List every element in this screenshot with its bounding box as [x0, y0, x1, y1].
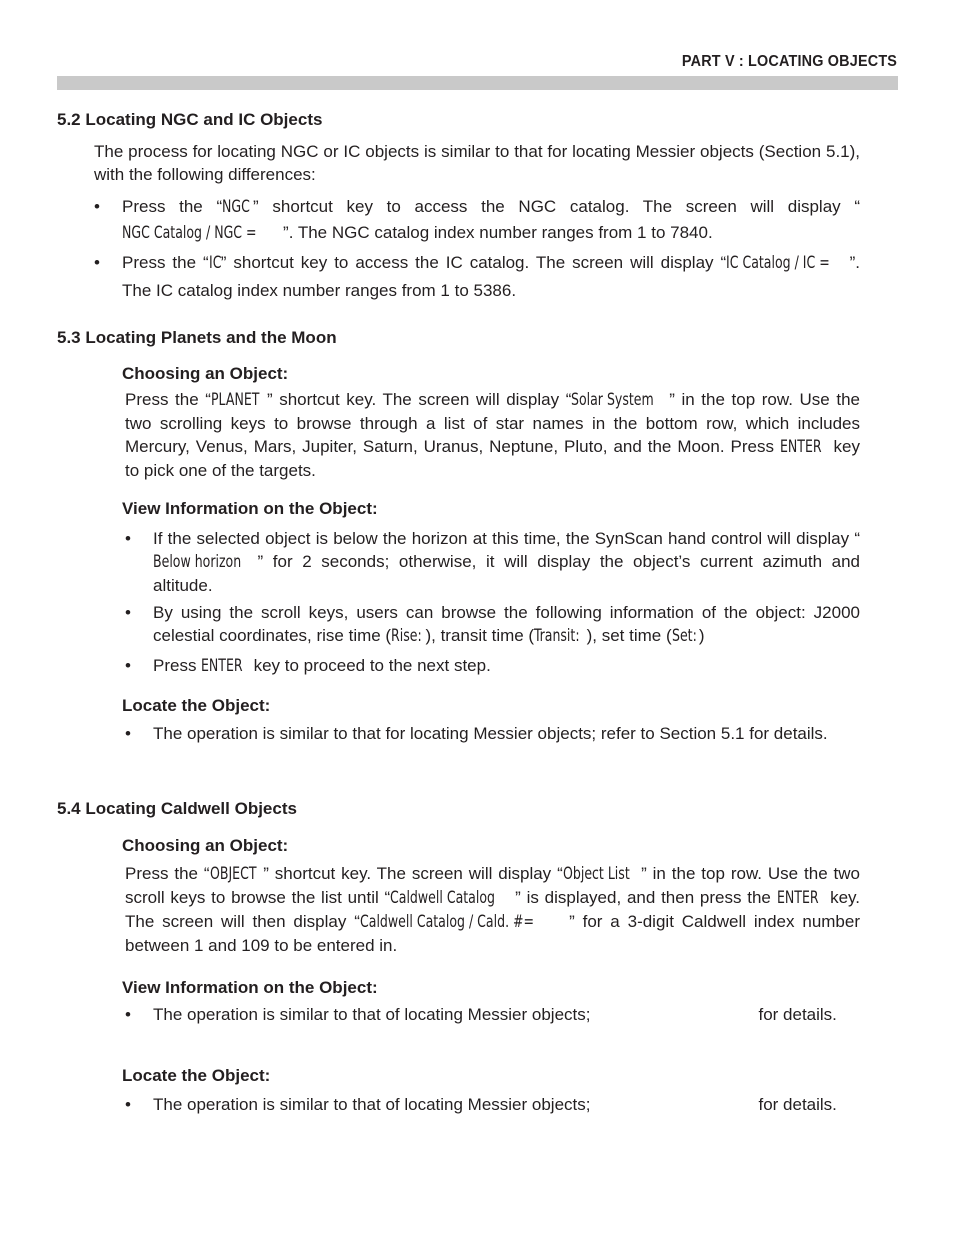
list-item: • If the selected object is below the horizon at this time, the SynScan hand control will display “Below horizon ” for 2 seconds; otherwise, it will display the object’s current azimuth and altitude.: [125, 529, 860, 595]
lcd-text: Below horizon: [153, 552, 242, 572]
lcd-text: Object List: [562, 864, 630, 884]
lcd-text: ENTER: [201, 656, 243, 676]
subheading-locate-object: Locate the Object:: [122, 696, 271, 715]
list-item: • Press the “IC” shortcut key to access the IC catalog. The screen will display “IC Catalog / IC = ”. The IC catalog index number ranges from 1 to 5386.: [122, 249, 860, 305]
section-5-2-intro: The process for locating NGC or IC objects is similar to that for locating Messier objects (Section 5.1), with the following differences:: [94, 142, 860, 184]
lcd-text: Set:: [671, 626, 697, 646]
lcd-text: Solar System: [571, 390, 655, 410]
bullet-dot: •: [125, 1005, 131, 1024]
subheading-locate-object: Locate the Object:: [122, 1066, 271, 1085]
section-heading-5-2: 5.2 Locating NGC and IC Objects: [57, 110, 323, 129]
running-header: PART V : LOCATING OBJECTS: [681, 53, 897, 70]
list-item: • Press the “NGC ” shortcut key to access the NGC catalog. The screen will display “NGC Catalog / NGC = ”. The NGC catalog index number ranges from 1 to 7840.: [122, 194, 860, 246]
subheading-view-information: View Information on the Object:: [122, 499, 378, 518]
caldwell-choose-paragraph: Press the “OBJECT ” shortcut key. The screen will display “Object List ” in the top row. Use the two scroll keys to browse the list until “Caldwell Catalog ” is displayed, and then press the ENTER key. The screen will then display “Caldwell Catalog / Cald. #= ” for a 3-digit Caldwell index number between 1 and 109 to be entered in.: [125, 864, 861, 955]
lcd-text: IC: [208, 253, 222, 273]
section-heading-5-3: 5.3 Locating Planets and the Moon: [57, 328, 337, 347]
list-item: • The operation is similar to that for locating Messier objects; refer to Section 5.1 for details.: [125, 724, 828, 743]
lcd-text: IC Catalog / IC =: [726, 253, 830, 273]
list-item: • The operation is similar to that of locating Messier objects; for details.: [125, 1095, 837, 1114]
bullet-dot: •: [125, 529, 131, 548]
list-item: • The operation is similar to that of locating Messier objects; for details.: [125, 1005, 837, 1024]
subheading-view-information: View Information on the Object:: [122, 978, 378, 997]
lcd-text: Caldwell Catalog / Cald. #=: [359, 912, 534, 932]
lcd-text: NGC Catalog / NGC =: [122, 223, 257, 243]
subheading-choosing-object: Choosing an Object:: [122, 364, 289, 383]
lcd-text: ENTER: [779, 437, 822, 457]
lcd-text: ENTER: [776, 888, 819, 908]
planet-choose-paragraph: Press the “PLANET ” shortcut key. The screen will display “Solar System ” in the top row. Use the two scrolling keys to browse through a list of star names in the bottom row, which includes Mercury, Venus, Mars, Jupiter, Saturn, Uranus, Neptune, Pluto, and the Moon. Press ENTER key to pick one of the targets.: [125, 390, 860, 480]
list-item: • By using the scroll keys, users can browse the following information of the object: J2000 celestial coordinates, rise time (Rise: ), transit time (Transit: ), set time (Set: ): [125, 603, 860, 646]
bullet-dot: •: [125, 1095, 131, 1114]
bullet-dot: •: [125, 603, 131, 622]
lcd-text: Caldwell Catalog: [390, 888, 496, 908]
lcd-text: OBJECT: [209, 864, 257, 884]
section-heading-5-4: 5.4 Locating Caldwell Objects: [57, 799, 297, 818]
lcd-text: Transit:: [534, 626, 580, 646]
bullet-dot: •: [94, 197, 100, 216]
subheading-choosing-object: Choosing an Object:: [122, 836, 289, 855]
bullet-dot: •: [94, 253, 100, 272]
list-item: • Press ENTER key to proceed to the next step.: [125, 656, 491, 676]
lcd-text: NGC: [222, 197, 250, 217]
bullet-dot: •: [125, 724, 131, 743]
header-rule: [57, 76, 898, 90]
lcd-text: Rise:: [391, 626, 422, 646]
lcd-text: PLANET: [210, 390, 260, 410]
bullet-dot: •: [125, 656, 131, 675]
